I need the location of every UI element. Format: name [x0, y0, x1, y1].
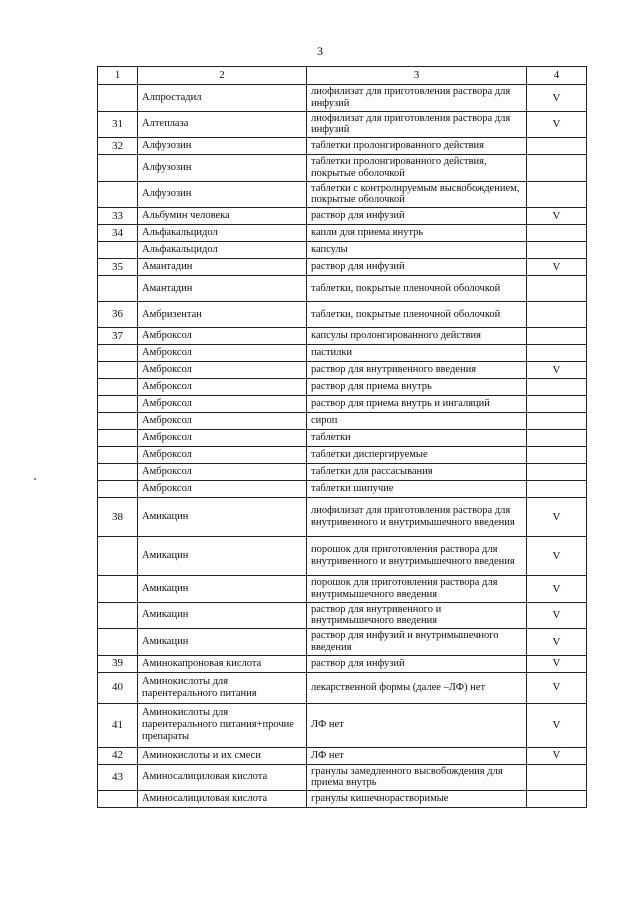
drug-name: Амикацин [138, 537, 307, 576]
dosage-form: пастилки [307, 345, 527, 362]
dosage-form: таблетки шипучие [307, 481, 527, 498]
drug-name: Амброксол [138, 362, 307, 379]
row-number [98, 362, 138, 379]
dosage-form: ЛФ нет [307, 703, 527, 747]
table-row [98, 537, 587, 576]
dosage-form: раствор для внутривенного и внутримышечного введения [307, 602, 527, 629]
check-mark: V [527, 602, 587, 629]
drug-name: Амикацин [138, 629, 307, 656]
drug-name: Алфузозин [138, 155, 307, 182]
dosage-form: лиофилизат для приготовления раствора для внутривенного и внутримышечного введения [307, 498, 527, 537]
dosage-form: раствор для инфузий [307, 259, 527, 276]
scan-speck [34, 478, 36, 480]
table-row [98, 155, 587, 182]
dosage-form: ЛФ нет [307, 747, 527, 764]
row-number [98, 155, 138, 182]
drug-table [97, 66, 587, 808]
drug-name: Амантадин [138, 276, 307, 302]
drug-name: Аминосалициловая кислота [138, 791, 307, 808]
check-mark: V [527, 747, 587, 764]
check-mark: V [527, 498, 587, 537]
drug-name: Аминокислоты и их смеси [138, 747, 307, 764]
check-mark: V [527, 362, 587, 379]
table-row [98, 481, 587, 498]
row-number: 39 [98, 655, 138, 672]
row-number: 32 [98, 138, 138, 155]
drug-name: Алфузозин [138, 138, 307, 155]
table-row [98, 655, 587, 672]
drug-name: Амброксол [138, 328, 307, 345]
table-row [98, 302, 587, 328]
table-row [98, 703, 587, 747]
dosage-form: таблетки [307, 430, 527, 447]
check-mark [527, 764, 587, 791]
row-number [98, 396, 138, 413]
check-mark: V [527, 655, 587, 672]
table-row [98, 747, 587, 764]
table-row [98, 413, 587, 430]
dosage-form: капсулы [307, 242, 527, 259]
row-number: 34 [98, 225, 138, 242]
drug-name: Аминосалициловая кислота [138, 764, 307, 791]
check-mark [527, 181, 587, 208]
check-mark [527, 345, 587, 362]
drug-name: Амбризентан [138, 302, 307, 328]
check-mark [527, 379, 587, 396]
drug-name: Алфузозин [138, 181, 307, 208]
row-number: 43 [98, 764, 138, 791]
table-row [98, 602, 587, 629]
drug-name: Амброксол [138, 464, 307, 481]
row-number [98, 379, 138, 396]
row-number [98, 447, 138, 464]
dosage-form: таблетки диспергируемые [307, 447, 527, 464]
column-header-1: 1 [98, 67, 138, 85]
table-row [98, 259, 587, 276]
check-mark: V [527, 629, 587, 656]
check-mark [527, 242, 587, 259]
check-mark [527, 302, 587, 328]
table-row [98, 396, 587, 413]
dosage-form: таблетки с контролируемым высвобождением, покрытые оболочкой [307, 181, 527, 208]
row-number: 40 [98, 672, 138, 703]
check-mark: V [527, 111, 587, 138]
drug-name: Алтеплаза [138, 111, 307, 138]
drug-name: Амброксол [138, 481, 307, 498]
table-row [98, 764, 587, 791]
dosage-form: порошок для приготовления раствора для внутривенного и внутримышечного введения [307, 537, 527, 576]
table-row [98, 672, 587, 703]
dosage-form: раствор для инфузий [307, 208, 527, 225]
table-row [98, 276, 587, 302]
row-number [98, 345, 138, 362]
table-row [98, 498, 587, 537]
row-number [98, 85, 138, 112]
dosage-form: раствор для внутривенного введения [307, 362, 527, 379]
table-row [98, 464, 587, 481]
dosage-form: сироп [307, 413, 527, 430]
table-body [98, 85, 587, 808]
check-mark [527, 791, 587, 808]
check-mark [527, 464, 587, 481]
row-number: 33 [98, 208, 138, 225]
row-number: 41 [98, 703, 138, 747]
check-mark: V [527, 537, 587, 576]
dosage-form: лиофилизат для приготовления раствора для инфузий [307, 111, 527, 138]
drug-name: Амикацин [138, 498, 307, 537]
row-number [98, 791, 138, 808]
check-mark [527, 328, 587, 345]
table-row [98, 362, 587, 379]
check-mark: V [527, 85, 587, 112]
table-row [98, 208, 587, 225]
dosage-form: таблетки для рассасывания [307, 464, 527, 481]
row-number [98, 181, 138, 208]
row-number [98, 602, 138, 629]
drug-name: Амброксол [138, 379, 307, 396]
dosage-form: гранулы кишечнорастворимые [307, 791, 527, 808]
dosage-form: лиофилизат для приготовления раствора для инфузий [307, 85, 527, 112]
check-mark [527, 138, 587, 155]
row-number [98, 481, 138, 498]
check-mark [527, 155, 587, 182]
drug-name: Аминокапроновая кислота [138, 655, 307, 672]
drug-name: Амброксол [138, 430, 307, 447]
table-row [98, 576, 587, 603]
table-row [98, 447, 587, 464]
check-mark: V [527, 208, 587, 225]
row-number: 31 [98, 111, 138, 138]
row-number: 38 [98, 498, 138, 537]
drug-name: Аминокислоты для парентерального питания+прочие препараты [138, 703, 307, 747]
table-row [98, 345, 587, 362]
check-mark [527, 276, 587, 302]
drug-name: Амброксол [138, 413, 307, 430]
drug-name: Альфакальцидол [138, 225, 307, 242]
row-number: 36 [98, 302, 138, 328]
column-header-3: 3 [307, 67, 527, 85]
row-number [98, 430, 138, 447]
table-row [98, 242, 587, 259]
check-mark: V [527, 259, 587, 276]
header-row [98, 67, 587, 85]
table-row [98, 181, 587, 208]
row-number: 37 [98, 328, 138, 345]
check-mark [527, 396, 587, 413]
dosage-form: капсулы пролонгированного действия [307, 328, 527, 345]
dosage-form: раствор для приема внутрь [307, 379, 527, 396]
table-row [98, 430, 587, 447]
check-mark: V [527, 672, 587, 703]
drug-name: Амброксол [138, 396, 307, 413]
check-mark [527, 447, 587, 464]
check-mark: V [527, 576, 587, 603]
dosage-form: таблетки пролонгированного действия, покрытые оболочкой [307, 155, 527, 182]
table-row [98, 85, 587, 112]
drug-name: Амброксол [138, 345, 307, 362]
check-mark [527, 413, 587, 430]
drug-name: Алпростадил [138, 85, 307, 112]
drug-name: Амантадин [138, 259, 307, 276]
row-number [98, 276, 138, 302]
dosage-form: порошок для приготовления раствора для внутримышечного введения [307, 576, 527, 603]
row-number: 42 [98, 747, 138, 764]
check-mark: V [527, 703, 587, 747]
table-row [98, 629, 587, 656]
dosage-form: таблетки, покрытые пленочной оболочкой [307, 276, 527, 302]
check-mark [527, 481, 587, 498]
check-mark [527, 430, 587, 447]
row-number [98, 537, 138, 576]
row-number [98, 464, 138, 481]
drug-name: Амброксол [138, 447, 307, 464]
dosage-form: таблетки, покрытые пленочной оболочкой [307, 302, 527, 328]
table-row [98, 328, 587, 345]
dosage-form: раствор для инфузий [307, 655, 527, 672]
drug-name: Амикацин [138, 576, 307, 603]
dosage-form: раствор для приема внутрь и ингаляций [307, 396, 527, 413]
row-number: 35 [98, 259, 138, 276]
table-row [98, 138, 587, 155]
row-number [98, 576, 138, 603]
dosage-form: таблетки пролонгированного действия [307, 138, 527, 155]
dosage-form: раствор для инфузий и внутримышечного введения [307, 629, 527, 656]
drug-name: Альфакальцидол [138, 242, 307, 259]
column-header-2: 2 [138, 67, 307, 85]
table-row [98, 379, 587, 396]
row-number [98, 242, 138, 259]
column-header-4: 4 [527, 67, 587, 85]
dosage-form: лекарственной формы (далее –ЛФ) нет [307, 672, 527, 703]
dosage-form: капли для приема внутрь [307, 225, 527, 242]
table-row [98, 225, 587, 242]
drug-name: Альбумин человека [138, 208, 307, 225]
drug-name: Аминокислоты для парентерального питания [138, 672, 307, 703]
table-row [98, 111, 587, 138]
page-number: 3 [317, 44, 323, 58]
row-number [98, 413, 138, 430]
dosage-form: гранулы замедленного высвобождения для приема внутрь [307, 764, 527, 791]
row-number [98, 629, 138, 656]
check-mark [527, 225, 587, 242]
drug-name: Амикацин [138, 602, 307, 629]
table-row [98, 791, 587, 808]
